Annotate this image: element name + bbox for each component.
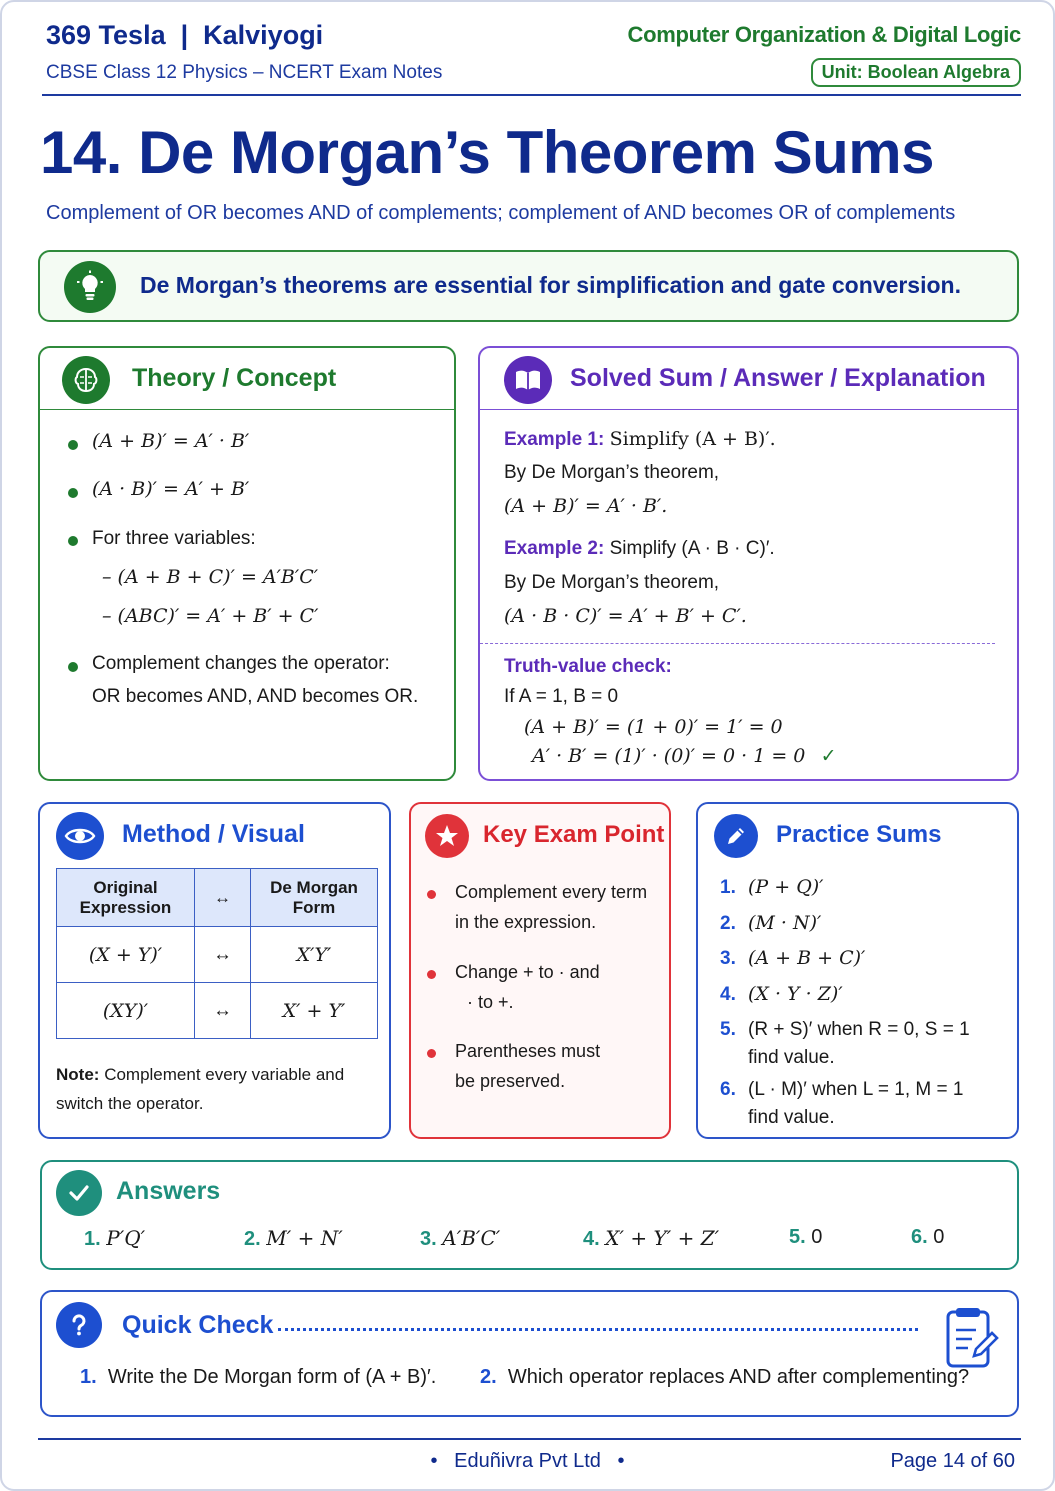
note-label: Note: — [56, 1065, 100, 1084]
col-demorgan: De Morgan Form — [251, 869, 378, 927]
key-point-3a: Parentheses must — [455, 1041, 601, 1061]
truth-check-lhs: (A + B)′ = (1 + 0)′ = 1′ = 0 — [524, 716, 783, 738]
dotted-leader — [278, 1328, 918, 1331]
question-icon — [56, 1302, 102, 1348]
example-1-line — [504, 428, 776, 451]
lightbulb-icon — [64, 261, 116, 313]
theory-item-4b: OR becomes AND, AND becomes OR. — [92, 686, 419, 707]
bullet-dot — [427, 1049, 436, 1058]
key-point-2a: Change + to · and — [455, 962, 600, 982]
tip-text: De Morgan’s theorems are essential for simplification and gate conversion. — [140, 272, 961, 298]
course-subtitle: CBSE Class 12 Physics – NCERT Exam Notes — [46, 62, 443, 83]
tip-banner — [38, 250, 1019, 322]
bullet-dot — [68, 536, 78, 546]
answer-item: 4. X′ + Y′ + Z′ — [583, 1226, 720, 1250]
method-heading: Method / Visual — [122, 820, 305, 848]
theory-item-4a: Complement changes the operator: — [92, 653, 390, 674]
key-point-1b: in the expression. — [455, 912, 597, 932]
practice-card — [696, 802, 1019, 1139]
example-1-result: (A + B)′ = A′ · B′. — [504, 495, 668, 517]
header-divider — [42, 94, 1021, 96]
table-header-row — [57, 869, 378, 927]
bullet-dot — [68, 662, 78, 672]
truth-check-label: Truth-value check: — [504, 656, 672, 677]
list-item: 2. (M · N)′ — [720, 911, 822, 934]
brain-icon — [62, 356, 110, 404]
example-1-text: Simplify (A + B)′. — [609, 428, 776, 450]
solved-heading: Solved Sum / Answer / Explanation — [570, 364, 986, 392]
bullet-dot — [427, 970, 436, 979]
solved-card — [478, 346, 1019, 781]
theory-item-2: (A · B)′ = A′ + B′ — [92, 478, 250, 500]
theory-item-3: For three variables: — [92, 528, 256, 549]
table-cell-form: X′Y′ — [251, 927, 378, 983]
quick-question-1: 1. Write the De Morgan form of (A + B)′. — [80, 1366, 437, 1388]
key-point-3b: be preserved. — [455, 1071, 566, 1091]
clipboard-icon — [944, 1306, 1000, 1375]
key-point-2b: · to +. — [467, 992, 514, 1012]
truth-check-given: If A = 1, B = 0 — [504, 686, 619, 707]
list-item: 5. (R + S)′ when R = 0, S = 1 find value. — [720, 1019, 970, 1068]
bullet-dot — [68, 440, 78, 450]
list-item: 6. (L · M)′ when L = 1, M = 1 find value. — [720, 1079, 964, 1128]
table-cell-form: X′ + Y′ — [251, 983, 378, 1039]
table-row — [57, 983, 378, 1039]
star-icon — [425, 814, 469, 858]
example-2-line — [504, 538, 775, 560]
example-2-step: By De Morgan’s theorem, — [504, 572, 720, 593]
answer-item: 6. 0 — [911, 1226, 945, 1248]
theory-subitem-2: – (ABC)′ = A′ + B′ + C′ — [102, 605, 319, 627]
answer-item: 2. M′ + N′ — [244, 1226, 343, 1250]
practice-heading: Practice Sums — [776, 821, 942, 848]
answer-item: 1. P′Q′ — [84, 1226, 146, 1250]
table-row — [57, 927, 378, 983]
theory-card — [38, 346, 456, 781]
practice-list — [720, 870, 970, 1132]
table-cell-original: (XY)′ — [57, 983, 195, 1039]
brand-title: 369 Tesla | Kalviyogi — [46, 20, 324, 50]
bullet-dot — [68, 488, 78, 498]
example-2-text: Simplify (A · B · C)′. — [609, 538, 775, 559]
eye-icon — [56, 812, 104, 860]
page-title: 14. De Morgan’s Theorem Sums — [40, 119, 935, 186]
col-arrow: ↔ — [195, 869, 251, 927]
page-subtitle: Complement of OR becomes AND of complements; complement of AND becomes OR of complements — [46, 202, 956, 224]
example-1-label: Example 1: — [504, 429, 605, 450]
subject-title: Computer Organization & Digital Logic — [627, 22, 1021, 47]
solved-header — [480, 348, 1017, 410]
page-number: Page 14 of 60 — [890, 1450, 1015, 1472]
book-icon — [504, 356, 552, 404]
method-note — [56, 1060, 376, 1118]
theory-subitem-1: – (A + B + C)′ = A′B′C′ — [102, 566, 319, 588]
unit-badge: Unit: Boolean Algebra — [811, 58, 1021, 87]
list-item: 3. (A + B + C)′ — [720, 947, 866, 969]
table-cell-original: (X + Y)′ — [57, 927, 195, 983]
key-exam-card — [409, 802, 671, 1139]
theory-item-1: (A + B)′ = A′ · B′ — [92, 430, 250, 452]
example-1-step: By De Morgan’s theorem, — [504, 462, 720, 483]
answers-heading: Answers — [116, 1177, 221, 1205]
example-2-label: Example 2: — [504, 538, 605, 559]
answer-item: 5. 0 — [789, 1226, 823, 1248]
quick-question-2: 2. Which operator replaces AND after complementing? — [480, 1366, 970, 1388]
check-icon: ✓ — [820, 746, 837, 767]
dashed-divider — [480, 643, 995, 644]
key-point-1a: Complement every term — [455, 882, 648, 902]
table-cell-arrow: ↔ — [195, 927, 251, 983]
quick-check-card — [40, 1290, 1019, 1417]
table-cell-arrow: ↔ — [195, 983, 251, 1039]
checkmark-icon — [56, 1170, 102, 1216]
footer-divider — [38, 1438, 1021, 1440]
list-item: 4. (X · Y · Z)′ — [720, 982, 843, 1005]
method-card — [38, 802, 391, 1139]
bullet-dot — [427, 890, 436, 899]
truth-check-rhs: A′ · B′ = (1)′ · (0)′ = 0 · 1 = 0 — [532, 745, 806, 767]
list-item: 1. (P + Q)′ — [720, 876, 824, 898]
truth-check-rhs-line — [532, 745, 837, 768]
key-exam-heading: Key Exam Point — [483, 821, 665, 848]
quick-check-heading: Quick Check — [122, 1311, 274, 1339]
answers-card — [40, 1160, 1019, 1270]
footer-company: • Eduñivra Pvt Ltd • — [430, 1450, 625, 1472]
note-text: Complement every variable and switch the operator. — [56, 1065, 345, 1113]
example-2-result: (A · B · C)′ = A′ + B′ + C′. — [504, 605, 747, 627]
demorgan-table — [56, 868, 378, 1039]
col-original: Original Expression — [57, 869, 195, 927]
answer-item: 3. A′B′C′ — [420, 1226, 501, 1250]
theory-header — [40, 348, 454, 410]
pencil-icon — [714, 814, 758, 858]
theory-heading: Theory / Concept — [132, 364, 337, 392]
